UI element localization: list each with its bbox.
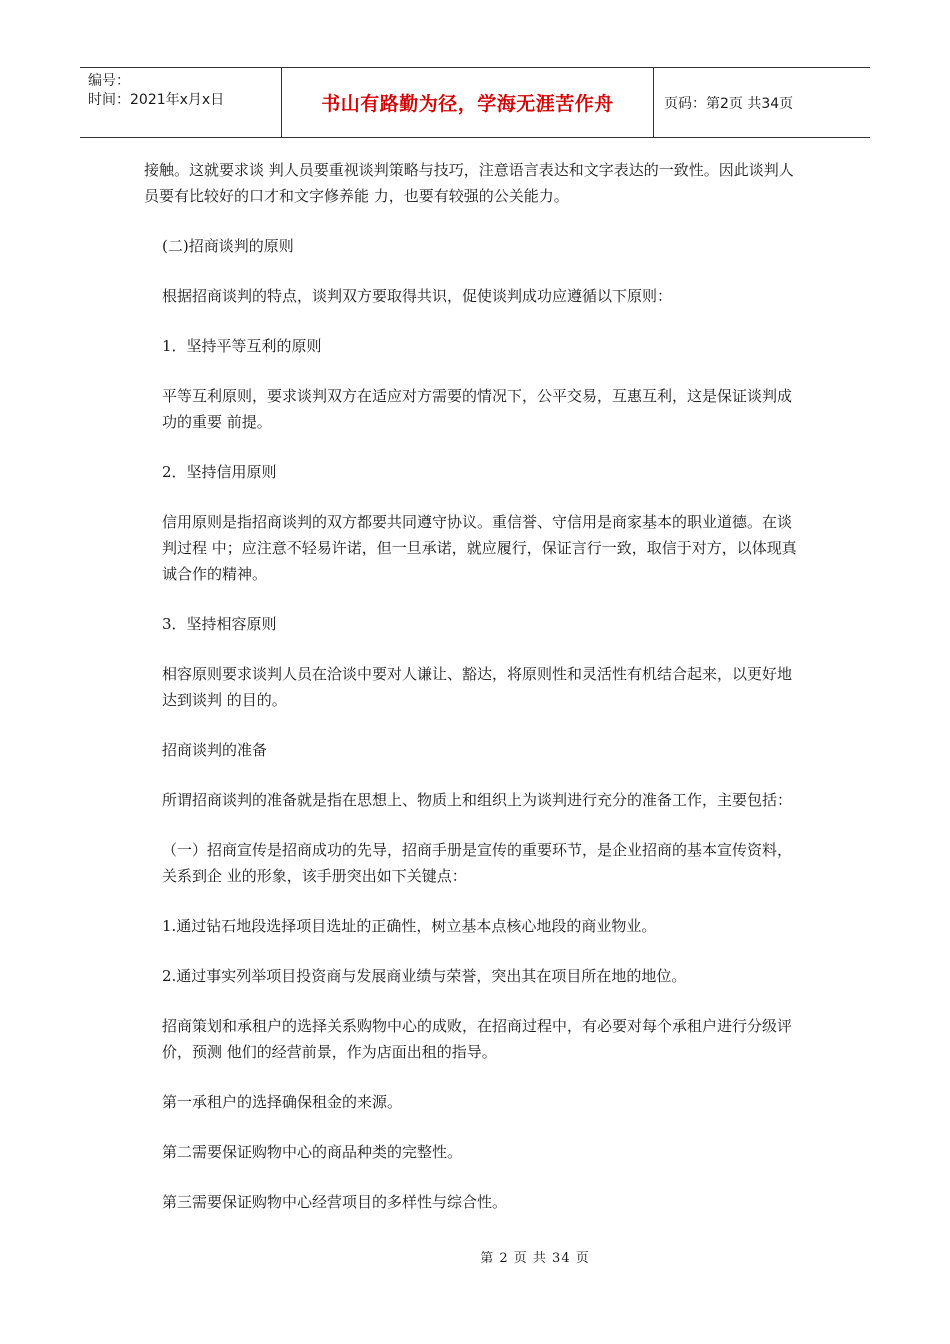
section-heading: 招商谈判的准备 (162, 741, 268, 759)
paragraph: 第二需要保证购物中心的商品种类的完整性。 (162, 1143, 463, 1161)
paragraph: 第三需要保证购物中心经营项目的多样性与综合性。 (162, 1193, 508, 1211)
paragraph: 第一承租户的选择确保租金的来源。 (162, 1093, 403, 1111)
paragraph: 所谓招商谈判的准备就是指在思想上、物质上和组织上为谈判进行充分的准备工作，主要包括： (162, 791, 793, 809)
paragraph: 招商策划和承租户的选择关系购物中心的成败，在招商过程中，有必要对每个承租户进行分级评价，预测 他们的经营前景，作为店面出租的指导。 (162, 1017, 793, 1061)
list-item: 2.通过事实列举项目投资商与发展商业绩与荣誉，突出其在项目所在地的地位。 (162, 967, 687, 985)
paragraph: 接触。这就要求谈 判人员要重视谈判策略与技巧，注意语言表达和文字表达的一致性。因此谈判人员要有比较好的口才和文字修养能 力，也要有较强的公关能力。 (144, 161, 794, 205)
list-item: 1.通过钻石地段选择项目选址的正确性，树立基本点核心地段的商业物业。 (162, 917, 657, 935)
header-motto: 书山有路勤为径，学海无涯苦作舟 (282, 68, 654, 137)
header-meta (80, 68, 282, 137)
section-heading: (二)招商谈判的原则 (162, 237, 294, 255)
paragraph: （一）招商宣传是招商成功的先导，招商手册是宣传的重要环节，是企业招商的基本宣传资料，关系到企 业的形象，该手册突出如下关键点： (162, 841, 793, 885)
paragraph: 相容原则要求谈判人员在洽谈中要对人谦让、豁达，将原则性和灵活性有机结合起来，以更好地达到谈判 的目的。 (162, 665, 793, 709)
header-page-info: 页码：第2页 共34页 (664, 95, 794, 112)
time-label: 时间：2021年x月x日 (88, 92, 225, 108)
paragraph: 信用原则是指招商谈判的双方都要共同遵守协议。重信誉、守信用是商家基本的职业道德。在谈判过程 中；应注意不轻易许诺，但一旦承诺，就应履行，保证言行一致，取信于对方，以体现真诚合作的精神。 (162, 513, 797, 583)
document-body (144, 157, 806, 1215)
paragraph: 平等互利原则，要求谈判双方在适应对方需要的情况下，公平交易，互惠互利，这是保证谈判成功的重要 前提。 (162, 387, 793, 431)
principle-heading: 1．坚持平等互利的原则 (162, 337, 322, 355)
principle-heading: 3．坚持相容原则 (162, 615, 277, 633)
paragraph: 根据招商谈判的特点，谈判双方要取得共识，促使谈判成功应遵循以下原则： (162, 287, 673, 305)
code-label: 编号： (88, 73, 130, 89)
principle-heading: 2．坚持信用原则 (162, 463, 277, 481)
document-header (80, 67, 870, 138)
page-footer: 第 2 页 共 34 页 (480, 1251, 590, 1266)
